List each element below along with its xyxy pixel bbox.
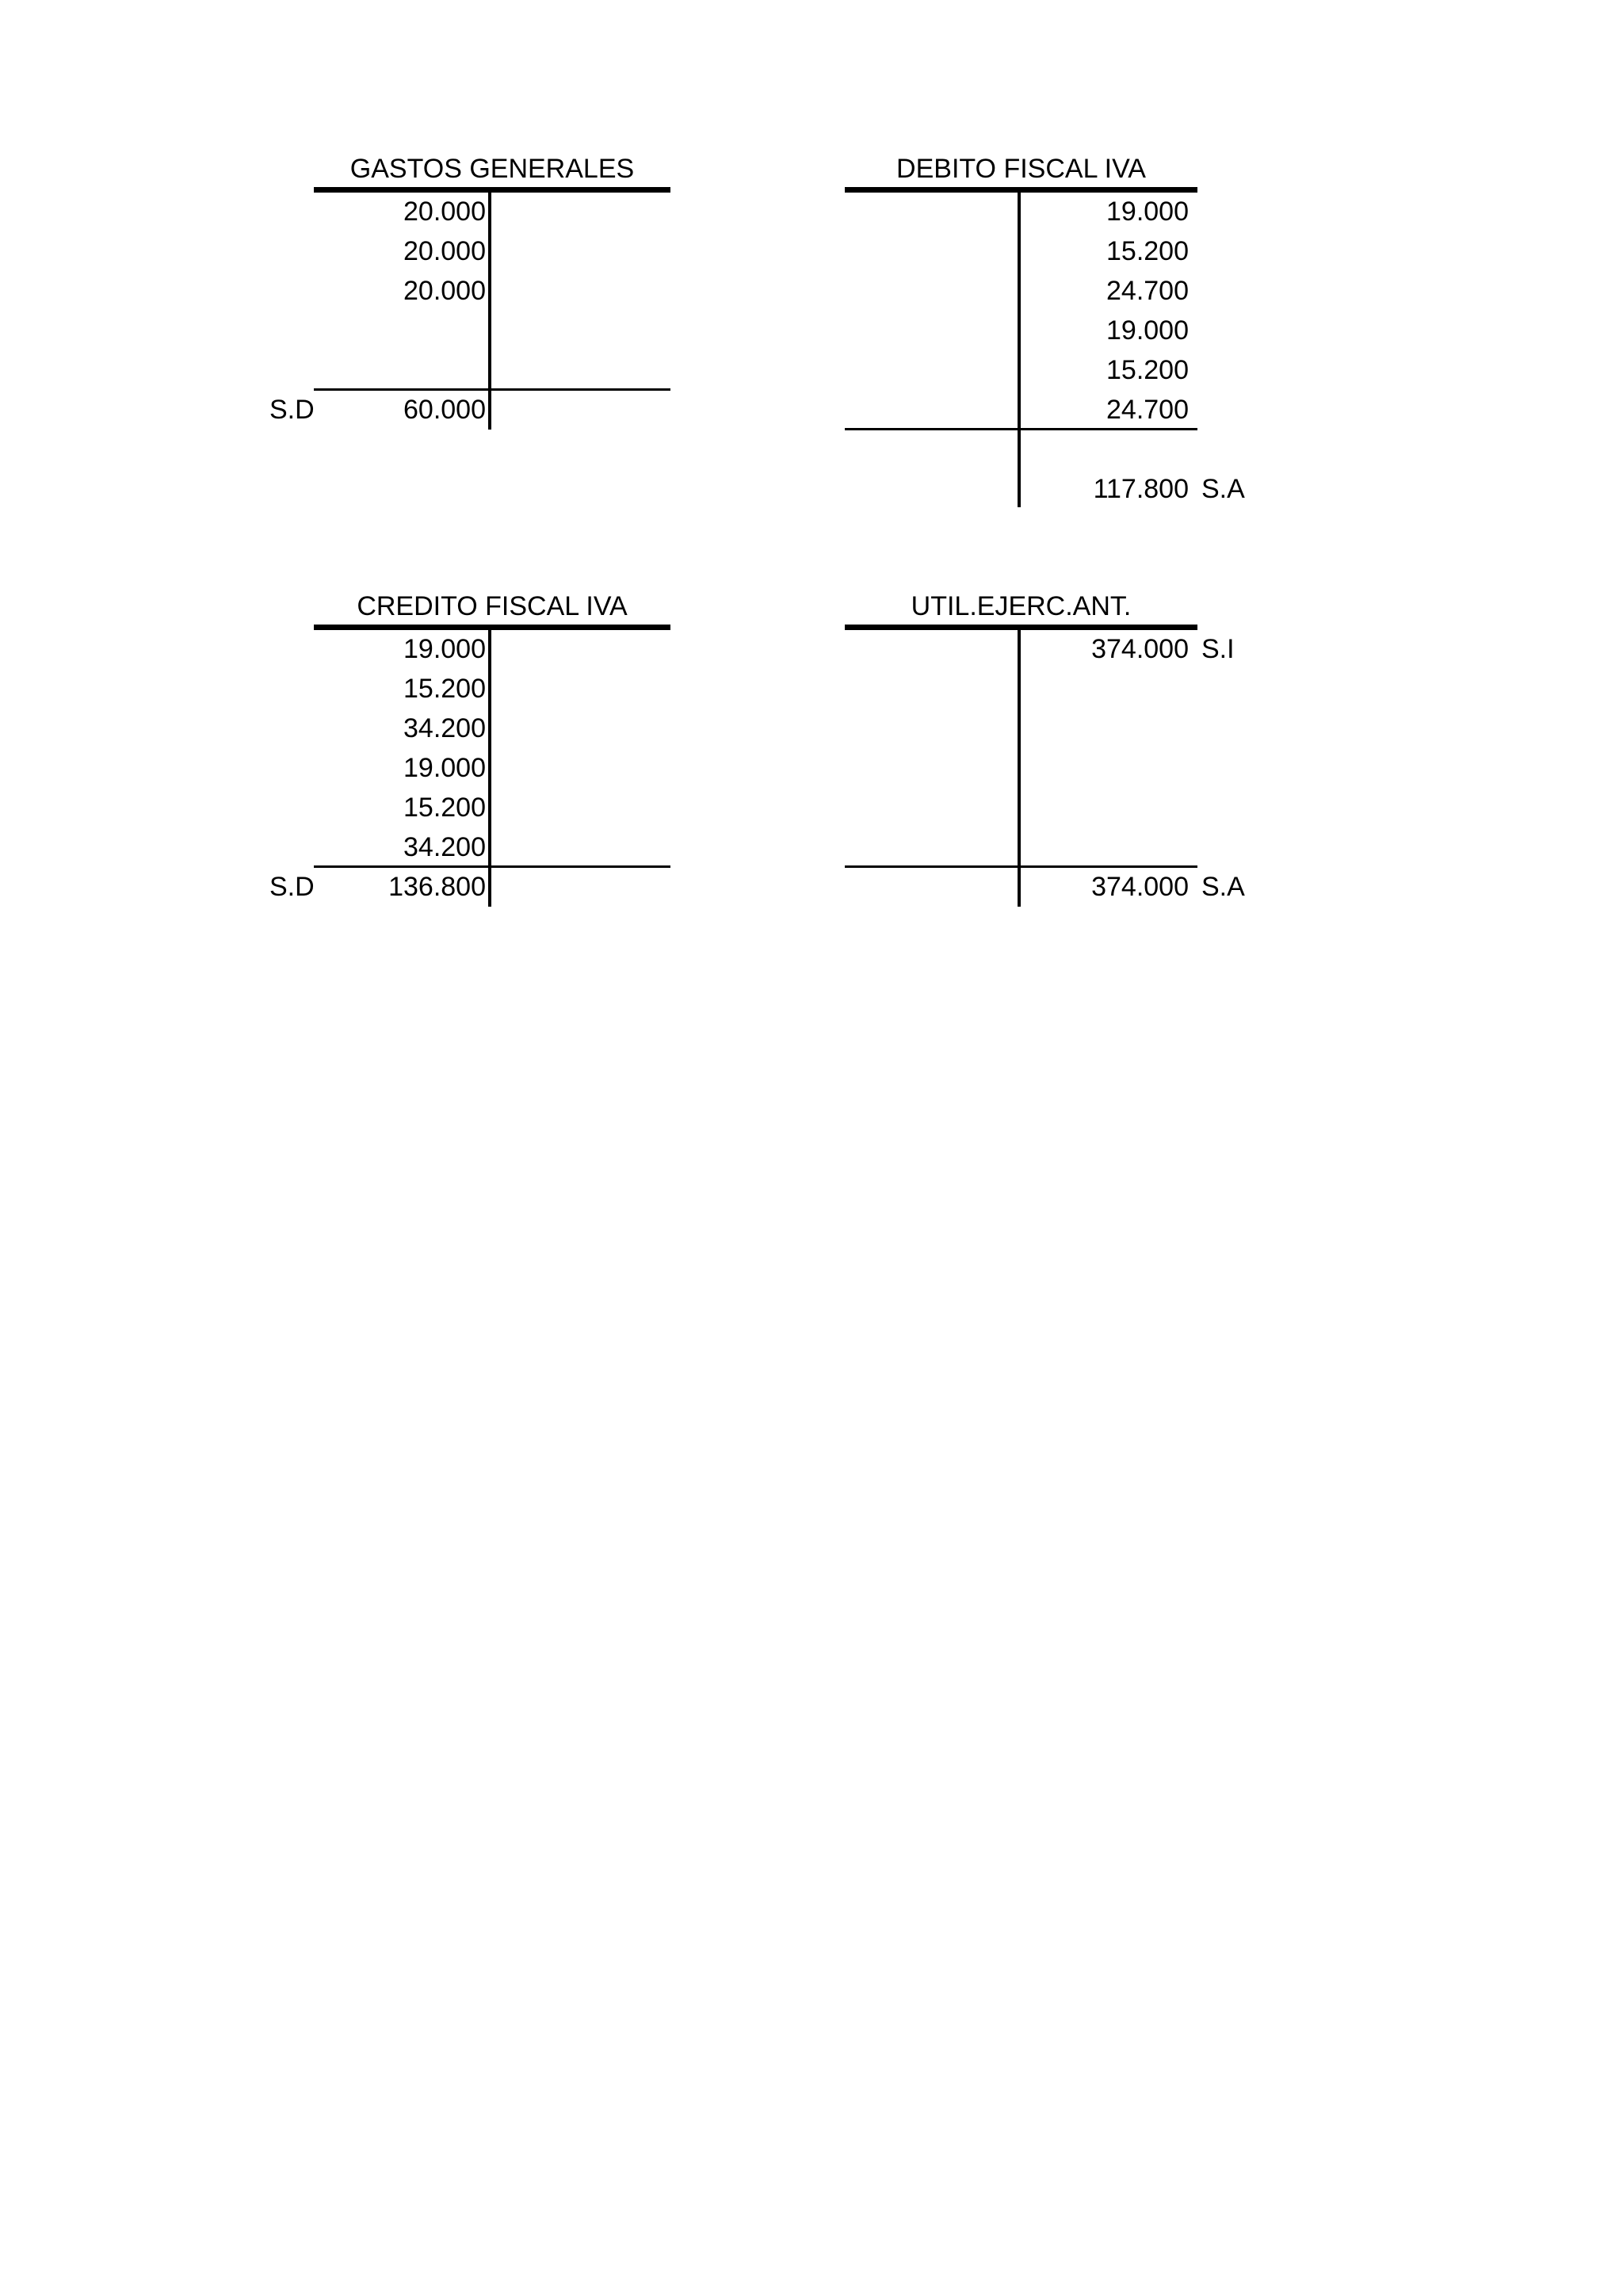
account-header-rule bbox=[845, 625, 1197, 630]
account-total-rule bbox=[845, 428, 1197, 430]
credit-entry: 15.200 bbox=[1106, 355, 1189, 385]
account-total-rule bbox=[845, 865, 1197, 868]
debit-entry: 15.200 bbox=[403, 674, 486, 704]
account-center-rule bbox=[488, 190, 491, 430]
initial-balance-label: S.I bbox=[1201, 634, 1235, 664]
credit-entry: 24.700 bbox=[1106, 276, 1189, 306]
credit-entry: 19.000 bbox=[1106, 197, 1189, 227]
account-title: UTIL.EJERC.ANT. bbox=[911, 591, 1132, 621]
debit-entry: 20.000 bbox=[403, 197, 486, 227]
debit-entry: 19.000 bbox=[403, 634, 486, 664]
credit-entry: 374.000 bbox=[1091, 634, 1189, 664]
account-title: CREDITO FISCAL IVA bbox=[357, 591, 628, 621]
account-center-rule bbox=[1018, 190, 1021, 507]
balance-value: 136.800 bbox=[388, 872, 486, 902]
debit-entry: 34.200 bbox=[403, 713, 486, 743]
credit-entry: 15.200 bbox=[1106, 236, 1189, 266]
balance-value: 374.000 bbox=[1091, 872, 1189, 902]
credit-entry: 24.700 bbox=[1106, 395, 1189, 425]
debit-entry: 20.000 bbox=[403, 276, 486, 306]
debit-entry: 34.200 bbox=[403, 832, 486, 862]
debit-entry: 19.000 bbox=[403, 753, 486, 783]
debit-entry: 15.200 bbox=[403, 793, 486, 823]
account-title: GASTOS GENERALES bbox=[349, 154, 635, 184]
debit-entry: 20.000 bbox=[403, 236, 486, 266]
account-total-rule bbox=[314, 865, 670, 868]
credit-entry: 19.000 bbox=[1106, 315, 1189, 346]
balance-label: S.D bbox=[269, 395, 315, 425]
account-title: DEBITO FISCAL IVA bbox=[896, 154, 1146, 184]
balance-value: 60.000 bbox=[403, 395, 486, 425]
account-header-rule bbox=[314, 625, 670, 630]
balance-value: 117.800 bbox=[1093, 474, 1189, 504]
balance-label: S.D bbox=[269, 872, 315, 902]
account-header-rule bbox=[845, 187, 1197, 193]
balance-label: S.A bbox=[1201, 872, 1245, 902]
account-header-rule bbox=[314, 187, 670, 193]
balance-label: S.A bbox=[1201, 474, 1245, 504]
account-total-rule bbox=[314, 388, 670, 391]
